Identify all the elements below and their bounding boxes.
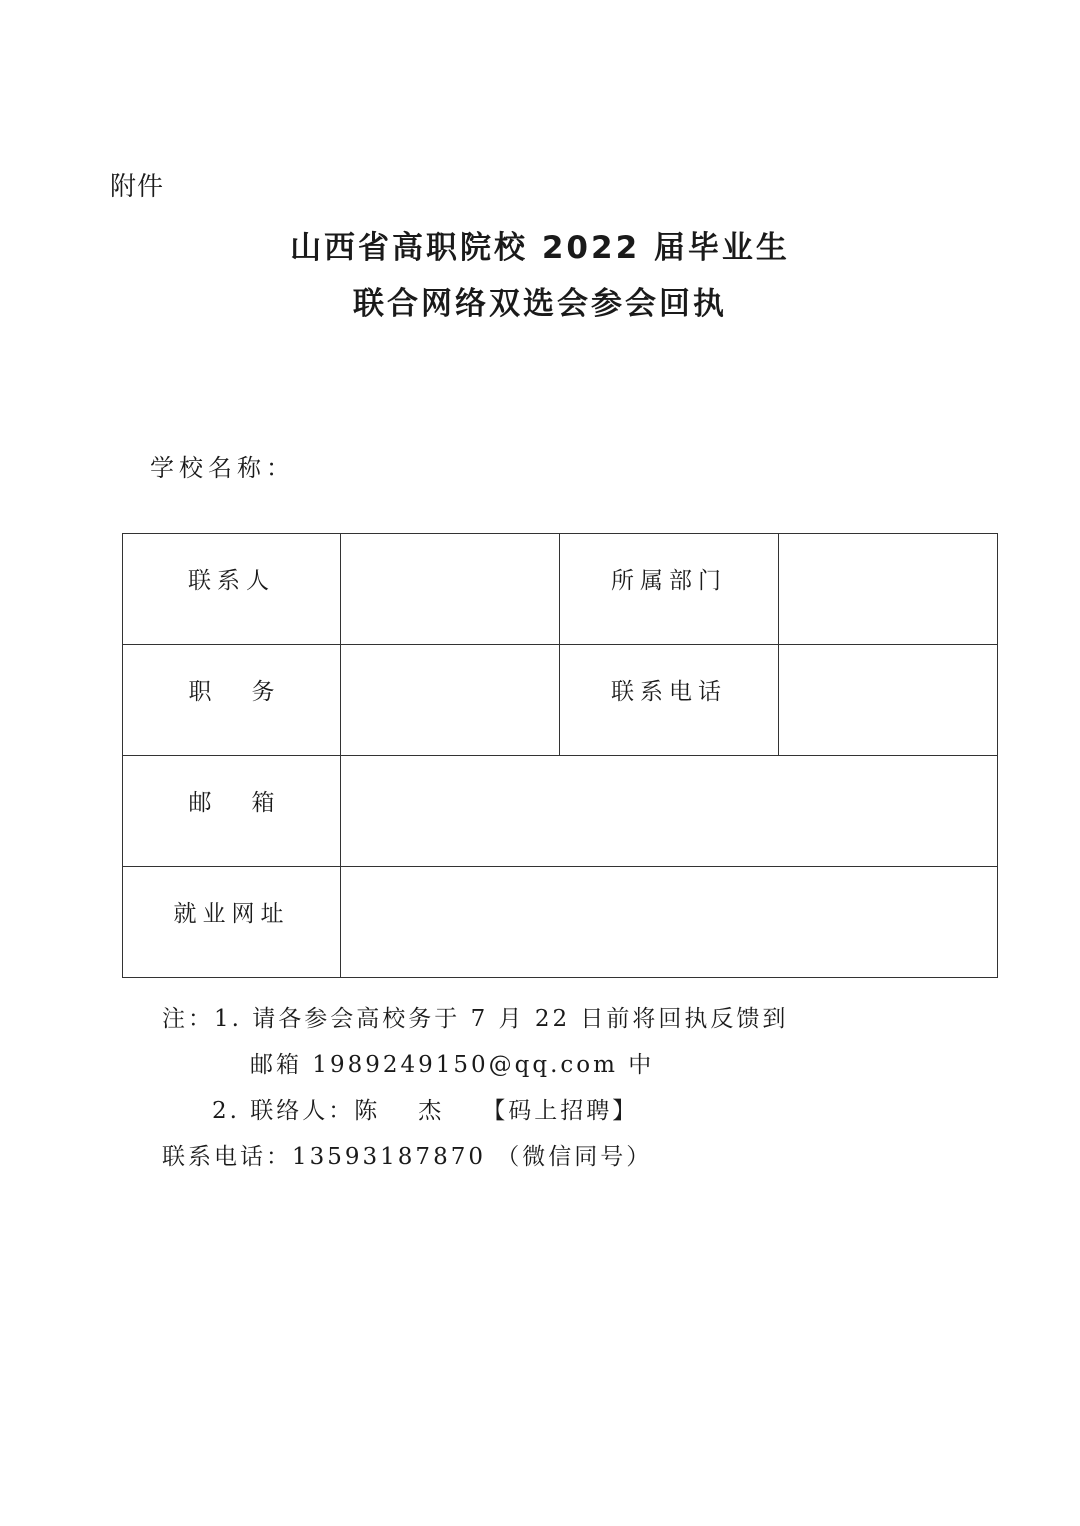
phone-label: 联系电话: [560, 645, 779, 756]
position-label-char1: 职: [188, 679, 212, 705]
department-label: 所属部门: [560, 534, 779, 645]
position-field[interactable]: [341, 645, 560, 756]
document-title-line1: 山西省高职院校 2022 届毕业生: [290, 230, 790, 266]
table-row: [123, 756, 998, 867]
contact-person-label: 联系人: [123, 534, 341, 645]
note-line-4: 联系电话：13593187870 （微信同号）: [162, 1144, 653, 1170]
position-label-char2: 务: [251, 679, 275, 705]
note-line-3: [162, 1088, 788, 1134]
registration-form-table: [122, 533, 998, 978]
website-label: 就业网址: [123, 867, 341, 978]
note-line-1: 注：1. 请各参会高校务于 7 月 22 日前将回执反馈到: [162, 1006, 789, 1032]
email-label: [123, 756, 341, 867]
notes-section: [162, 996, 788, 1180]
email-label-char1: 邮: [188, 790, 212, 816]
table-row: [123, 867, 998, 978]
recruit-tag: 【码上招聘】: [482, 1098, 639, 1124]
contact-name-prefix: 2. 联络人：陈: [212, 1098, 381, 1124]
document-title-line2: 联合网络双选会参会回执: [353, 286, 727, 322]
table-row: [123, 534, 998, 645]
department-field[interactable]: [779, 534, 998, 645]
attachment-label: 附件: [110, 172, 165, 202]
website-field[interactable]: [341, 867, 998, 978]
note-line-2: 邮箱 1989249150@qq.com 中: [250, 1052, 655, 1078]
phone-field[interactable]: [779, 645, 998, 756]
position-label: [123, 645, 341, 756]
email-field[interactable]: [341, 756, 998, 867]
school-name-label: 学校名称：: [150, 454, 295, 482]
table-row: [123, 645, 998, 756]
contact-name-second-char: 杰: [418, 1098, 445, 1124]
contact-person-field[interactable]: [341, 534, 560, 645]
email-label-char2: 箱: [251, 790, 275, 816]
